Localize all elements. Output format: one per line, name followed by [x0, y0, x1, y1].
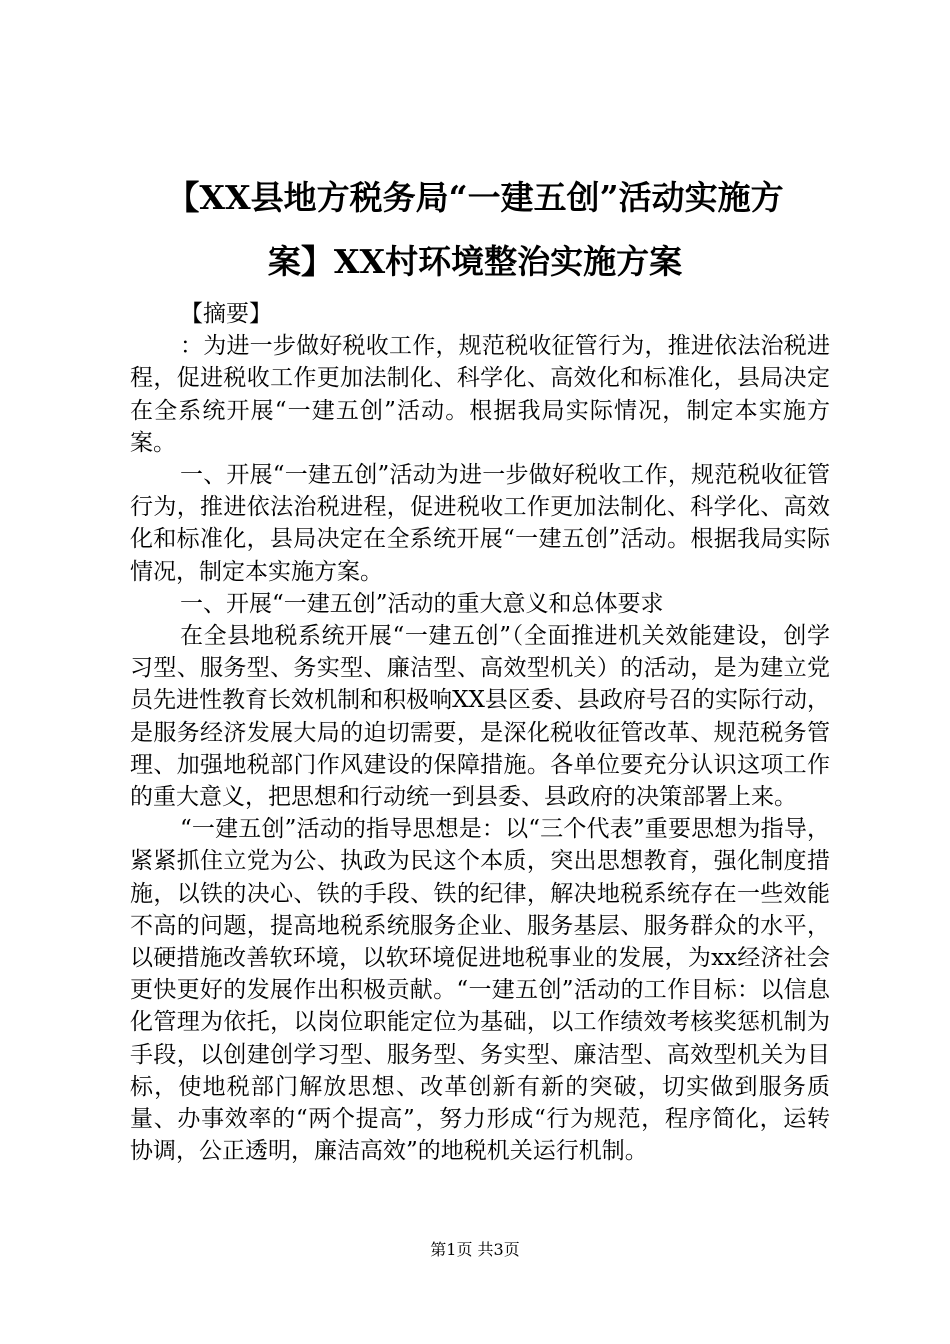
section-heading: 一、开展“一建五创”活动的重大意义和总体要求 [180, 590, 664, 617]
page-footer: 第1页 共3页 [430, 1240, 520, 1259]
paragraph-abstract: ：为进一步做好税收工作，规范税收征管行为，推进依法治税进程，促进税收工作更加法制化、科学化、高效化和标准化，县局决定在全系统开展“一建五创”活动。根据我局实际情况，制定本实施方案。 [130, 333, 830, 456]
document-body [130, 298, 830, 1167]
abstract-label: 【摘要】 [180, 301, 272, 327]
paragraph-intro: 一、开展“一建五创”活动为进一步做好税收工作，规范税收征管行为，推进依法治税进程，促进税收工作更加法制化、科学化、高效化和标准化，县局决定在全系统开展“一建五创”活动。根据我局实际情况，制定本实施方案。 [130, 462, 830, 585]
document-title [110, 166, 840, 294]
paragraph-significance: 在全县地税系统开展“一建五创”（全面推进机关效能建设，创学习型、服务型、务实型、廉洁型、高效型机关）的活动，是为建立党员先进性教育长效机制和积极响XX县区委、县政府号召的实际行动，是服务经济发展大局的迫切需要，是深化税收征管改革、规范税务管理、加强地税部门作风建设的保障措施。各单位要充分认识这项工作的重大意义，把思想和行动统一到县委、县政府的决策部署上来。 [130, 623, 830, 811]
paragraph-guiding-thought: “一建五创”活动的指导思想是：以“三个代表”重要思想为指导，紧紧抓住立党为公、执政为民这个本质，突出思想教育，强化制度措施，以铁的决心、铁的手段、铁的纪律，解决地税系统存在一些效能不高的问题，提高地税系统服务企业、服务基层、服务群众的水平，以硬措施改善软环境，以软环境促进地税事业的发展，为xx经济社会更快更好的发展作出积极贡献。“一建五创”活动的工作目标：以信息化管理为依托，以岗位职能定位为基础，以工作绩效考核奖惩机制为手段，以创建创学习型、服务型、务实型、廉洁型、高效型机关为目标，使地税部门解放思想、改革创新有新的突破，切实做到服务质量、办事效率的“两个提高”，努力形成“行为规范，程序简化，运转协调，公正透明，廉洁高效”的地税机关运行机制。 [130, 816, 830, 1165]
title-line-2: 案】XX村环境整治实施方案 [267, 242, 683, 281]
title-line-1: 【XX县地方税务局“一建五创”活动实施方 [166, 178, 784, 217]
